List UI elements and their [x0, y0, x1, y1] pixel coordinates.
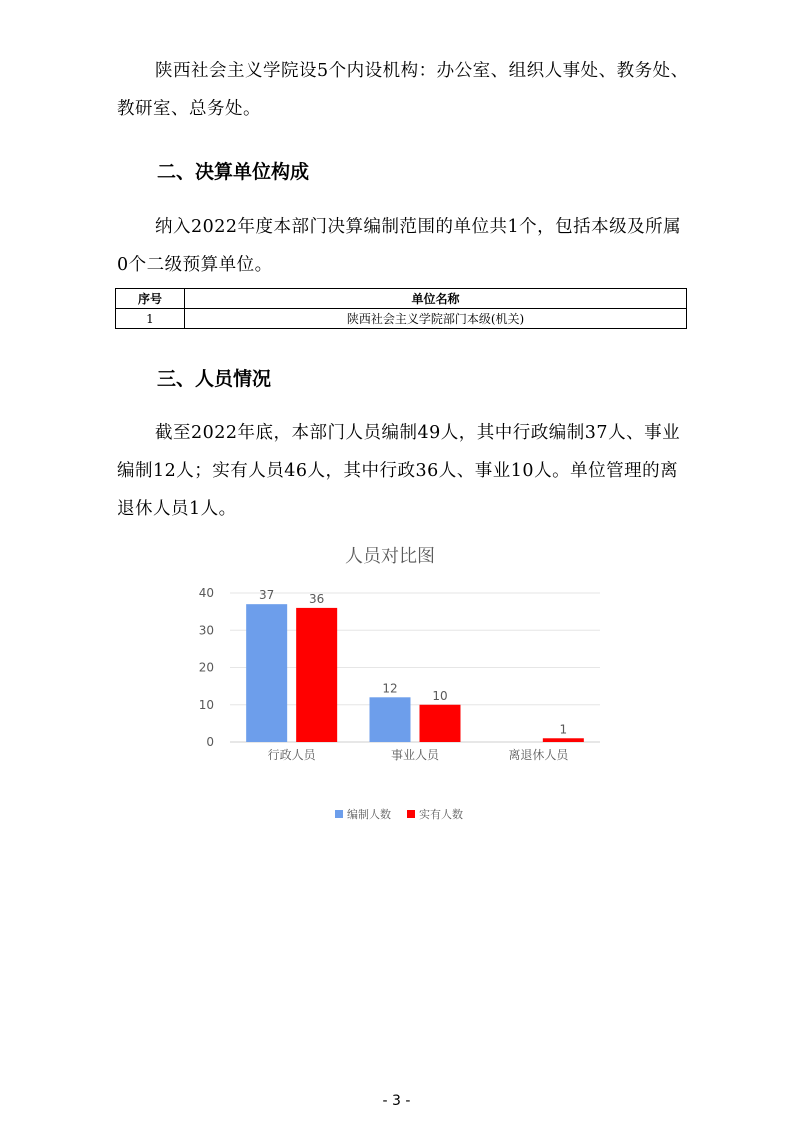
data-label: 36 — [309, 591, 325, 606]
personnel-chart — [190, 538, 610, 838]
y-tick-label: 20 — [198, 660, 214, 675]
units-table — [115, 288, 687, 329]
bar-actual — [420, 705, 461, 742]
table-cell-unit-name: 陕西社会主义学院部门本级(机关) — [185, 309, 687, 329]
data-label: 10 — [432, 688, 448, 703]
institutions-text: 陕西社会主义学院设5个内设机构：办公室、组织人事处、教务处、教研室、总务处。 — [117, 61, 689, 119]
personnel-text: 截至2022年底，本部门人员编制49人，其中行政编制37人、事业编制12人；实有人员46人，其中行政36人、事业10人。单位管理的离退休人员1人。 — [117, 423, 681, 519]
x-tick-label: 行政人员 — [267, 748, 316, 762]
section-heading-personnel: 三、人员情况 — [157, 368, 272, 390]
chart-title: 人员对比图 — [345, 546, 435, 567]
legend-swatch — [335, 810, 343, 818]
page-number: - 3 - — [382, 1093, 411, 1109]
bar-establishment — [246, 604, 287, 742]
y-tick-label: 30 — [198, 623, 214, 638]
section-heading-units: 二、决算单位构成 — [157, 161, 310, 183]
data-label: 37 — [259, 588, 275, 603]
bar-establishment — [370, 697, 411, 742]
y-tick-label: 40 — [198, 586, 214, 600]
legend-label: 编制人数 — [347, 808, 391, 821]
x-tick-label: 离退休人员 — [508, 748, 569, 762]
units-intro-paragraph — [117, 208, 692, 284]
bar-actual — [543, 738, 584, 742]
table-header-seq: 序号 — [116, 289, 185, 309]
table-header-row — [116, 289, 687, 309]
y-tick-label: 10 — [198, 697, 214, 712]
data-label: 1 — [559, 722, 568, 737]
table-header-unit-name: 单位名称 — [185, 289, 687, 309]
table-cell-seq: 1 — [116, 309, 185, 329]
personnel-paragraph — [117, 414, 692, 528]
legend-swatch — [407, 810, 415, 818]
x-tick-label: 事业人员 — [390, 748, 440, 762]
institutions-paragraph — [117, 52, 692, 128]
y-tick-label: 0 — [206, 735, 214, 749]
data-label: 12 — [382, 681, 398, 696]
legend-label: 实有人数 — [419, 808, 463, 821]
table-row — [116, 309, 687, 329]
units-intro-text: 纳入2022年度本部门决算编制范围的单位共1个，包括本级及所属0个二级预算单位。 — [117, 217, 682, 275]
bar-actual — [296, 608, 337, 742]
